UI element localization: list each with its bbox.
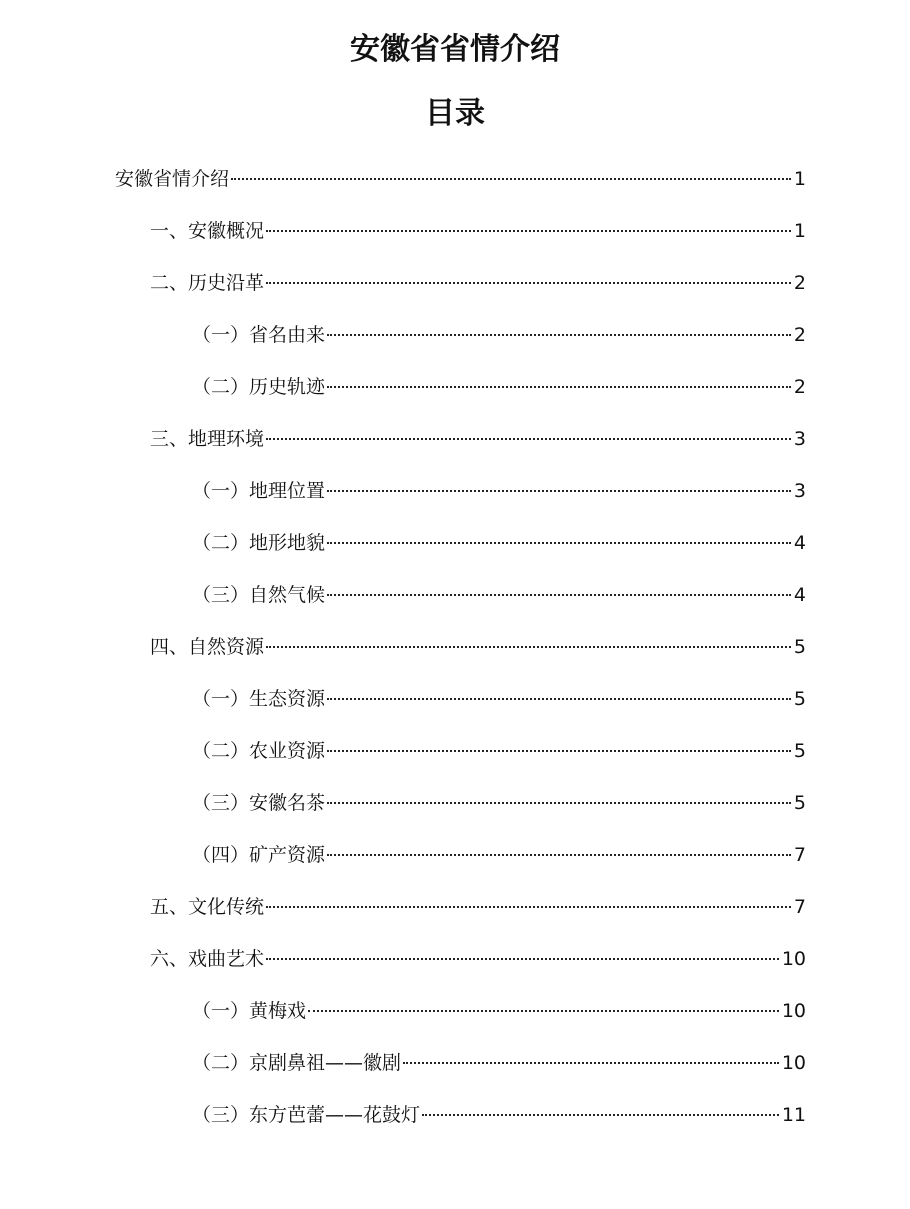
toc-dot-leader <box>266 906 791 908</box>
toc-dot-leader <box>308 1010 779 1012</box>
toc-entry[interactable] <box>192 840 806 870</box>
toc-page-number: 10 <box>781 948 806 970</box>
toc-page-number: 10 <box>781 1052 806 1074</box>
toc-entry-label: （一）地理位置 <box>192 480 326 502</box>
toc-entry[interactable] <box>150 632 806 662</box>
toc-page-number: 4 <box>793 532 806 554</box>
toc-entry-label: 四、自然资源 <box>150 636 265 658</box>
toc-entry[interactable] <box>150 424 806 454</box>
toc-page-number: 7 <box>793 844 806 866</box>
toc-entry[interactable] <box>192 580 806 610</box>
toc-dot-leader <box>422 1114 779 1116</box>
toc-page-number: 1 <box>793 220 806 242</box>
toc-entry[interactable] <box>192 788 806 818</box>
toc-entry[interactable] <box>192 372 806 402</box>
toc-dot-leader <box>327 334 791 336</box>
toc-dot-leader <box>266 646 791 648</box>
toc-dot-leader <box>327 750 791 752</box>
toc-entry[interactable] <box>192 684 806 714</box>
toc-dot-leader <box>266 282 791 284</box>
toc-dot-leader <box>327 594 791 596</box>
toc-entry-label: 六、戏曲艺术 <box>150 948 265 970</box>
document-title: 安徽省省情介绍 <box>350 32 560 67</box>
toc-entry[interactable] <box>150 944 806 974</box>
toc-entry-label: （二）历史轨迹 <box>192 376 326 398</box>
toc-entry-label: 二、历史沿革 <box>150 272 265 294</box>
toc-page-number: 5 <box>793 636 806 658</box>
toc-dot-leader <box>266 958 779 960</box>
toc-dot-leader <box>327 386 791 388</box>
toc-entry[interactable] <box>115 164 806 194</box>
toc-entry-label: （二）农业资源 <box>192 740 326 762</box>
toc-dot-leader <box>266 438 791 440</box>
toc-dot-leader <box>327 542 791 544</box>
toc-entry-label: （三）安徽名茶 <box>192 792 326 814</box>
toc-entry[interactable] <box>192 1100 806 1130</box>
toc-page-number: 7 <box>793 896 806 918</box>
toc-dot-leader <box>327 854 791 856</box>
toc-dot-leader <box>231 178 791 180</box>
toc-heading: 目录 <box>425 96 485 131</box>
toc-entry-label: （一）黄梅戏 <box>192 1000 307 1022</box>
toc-entry-label: 五、文化传统 <box>150 896 265 918</box>
toc-entry-label: 一、安徽概况 <box>150 220 265 242</box>
toc-entry-label: （一）省名由来 <box>192 324 326 346</box>
toc-page-number: 2 <box>793 376 806 398</box>
toc-page-number: 1 <box>793 168 806 190</box>
toc-entry[interactable] <box>192 996 806 1026</box>
toc-page-number: 5 <box>793 740 806 762</box>
toc-entry-label: 三、地理环境 <box>150 428 265 450</box>
toc-entry-label: （三）自然气候 <box>192 584 326 606</box>
toc-entry-label: （一）生态资源 <box>192 688 326 710</box>
toc-page-number: 5 <box>793 688 806 710</box>
toc-entry-label: （二）地形地貌 <box>192 532 326 554</box>
toc-entry[interactable] <box>192 736 806 766</box>
toc-page-number: 3 <box>793 428 806 450</box>
toc-entry[interactable] <box>150 892 806 922</box>
toc-dot-leader <box>327 802 791 804</box>
toc-page-number: 5 <box>793 792 806 814</box>
toc-dot-leader <box>327 698 791 700</box>
toc-entry[interactable] <box>192 1048 806 1078</box>
toc-entry[interactable] <box>192 320 806 350</box>
toc-entry-label: （二）京剧鼻祖——徽剧 <box>192 1052 402 1074</box>
toc-dot-leader <box>266 230 791 232</box>
toc-entry-label: （四）矿产资源 <box>192 844 326 866</box>
toc-dot-leader <box>403 1062 779 1064</box>
toc-entry-label: 安徽省情介绍 <box>115 168 230 190</box>
toc-page-number: 2 <box>793 272 806 294</box>
toc-page-number: 10 <box>781 1000 806 1022</box>
toc-entry[interactable] <box>192 528 806 558</box>
toc-entry-label: （三）东方芭蕾——花鼓灯 <box>192 1104 421 1126</box>
toc-dot-leader <box>327 490 791 492</box>
toc-entry[interactable] <box>150 268 806 298</box>
toc-page-number: 3 <box>793 480 806 502</box>
toc-page-number: 11 <box>781 1104 806 1126</box>
toc-page-number: 2 <box>793 324 806 346</box>
toc-entry[interactable] <box>192 476 806 506</box>
toc-page-number: 4 <box>793 584 806 606</box>
toc-entry[interactable] <box>150 216 806 246</box>
